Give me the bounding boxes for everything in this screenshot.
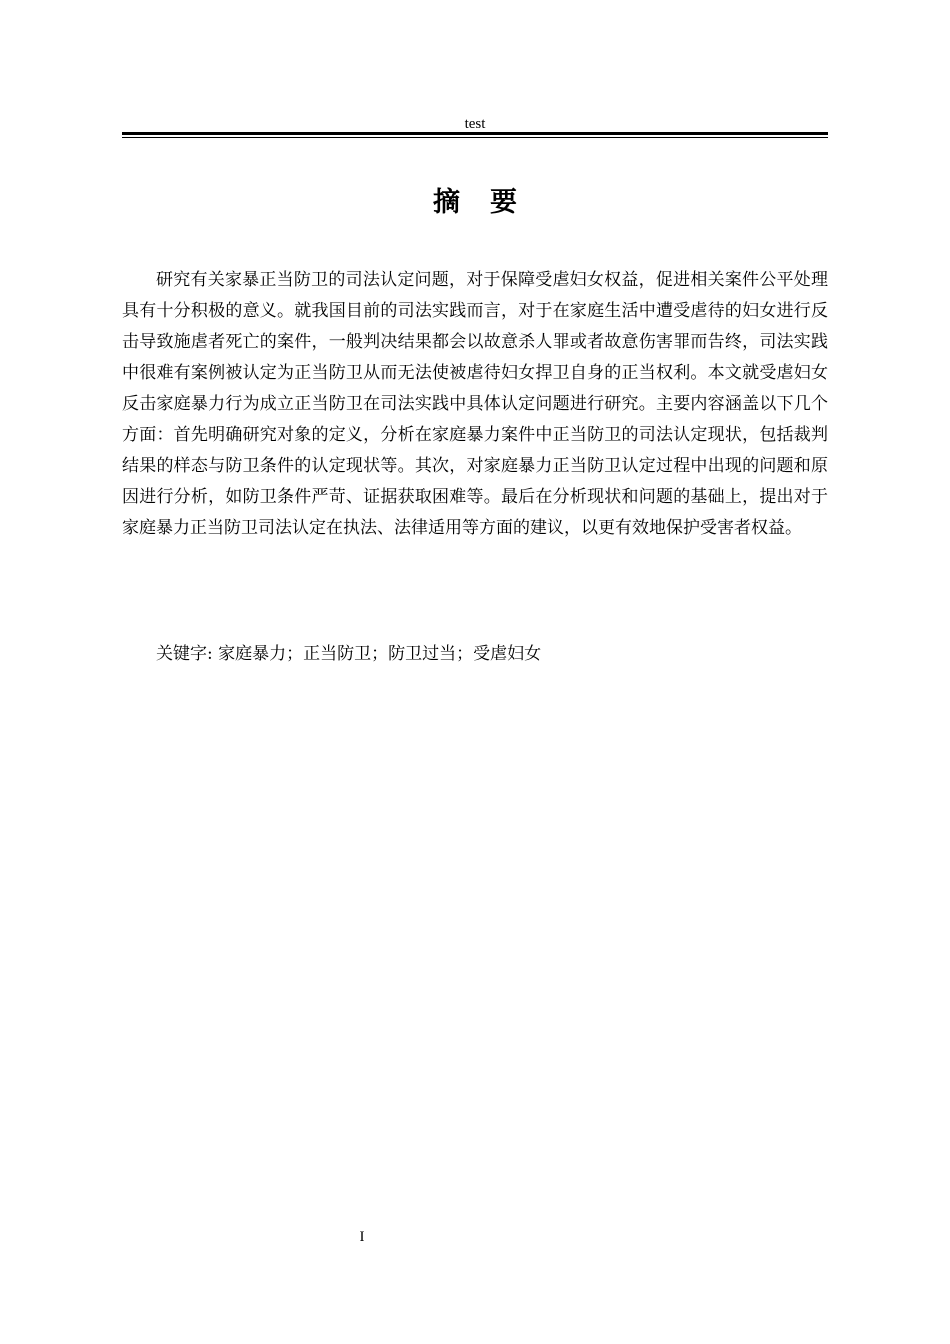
abstract-paragraph: 研究有关家暴正当防卫的司法认定问题，对于保障受虐妇女权益，促进相关案件公平处理具有十分积极的意义。就我国目前的司法实践而言，对于在家庭生活中遭受虐待的妇女进行反击导致施虐者死亡的案件，一般判决结果都会以故意杀人罪或者故意伤害罪而告终，司法实践中很难有案例被认定为正当防卫从而无法使被虐待妇女捍卫自身的正当权利。本文就受虐妇女反击家庭暴力行为成立正当防卫在司法实践中具体认定问题进行研究。主要内容涵盖以下几个方面：首先明确研究对象的定义，分析在家庭暴力案件中正当防卫的司法认定现状，包括裁判结果的样态与防卫条件的认定现状等。其次，对家庭暴力正当防卫认定过程中出现的问题和原因进行分析，如防卫条件严苛、证据获取困难等。最后在分析现状和问题的基础上，提出对于家庭暴力正当防卫司法认定在执法、法律适用等方面的建议，以更有效地保护受害者权益。 [122,270,828,538]
page-number: I [359,1229,365,1245]
header-rule-thin [122,137,828,138]
keywords-label: 关键字: [156,644,213,664]
header-rule-thick [122,132,828,135]
keywords-list: 家庭暴力；正当防卫；防卫过当；受虐妇女 [218,644,542,664]
page-title: 摘要 [433,187,547,218]
keywords-line [156,639,541,670]
running-header: test [464,116,486,132]
